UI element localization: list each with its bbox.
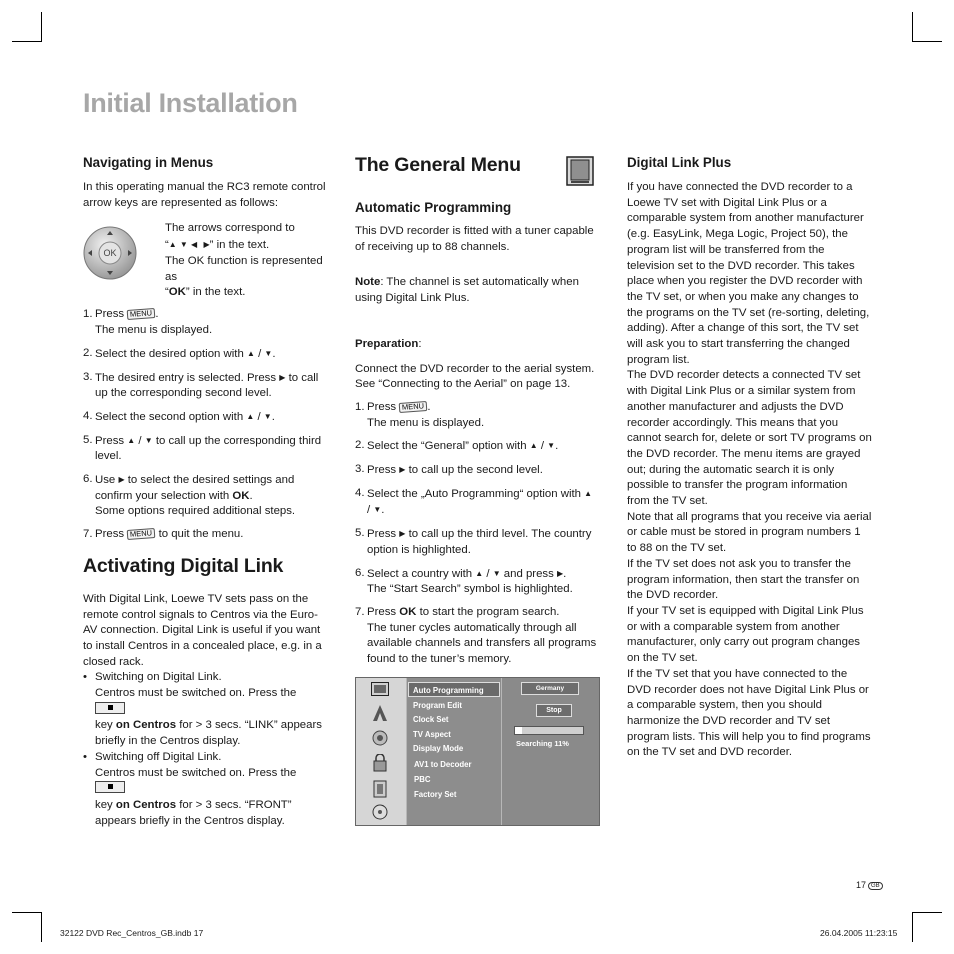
osd-item-tv-aspect[interactable]: TV Aspect — [413, 730, 451, 739]
bullet-1 — [83, 670, 328, 750]
dlp-paragraph: Note that all programs that you receive via aerial or cable must be stored in program numbers 1 to 88 on the TV set. — [627, 510, 872, 555]
step-text: The desired entry is selected. Press — [95, 371, 277, 384]
menu-key-icon: MENU — [127, 528, 156, 540]
dlp-paragraph: If the TV set does not ask you to transfer the program information, then start the transfer on the DVD recorder. — [627, 557, 860, 602]
step-text: Select the desired option with — [95, 347, 244, 360]
crop-mark — [912, 912, 913, 942]
step-text: Select the „Auto Programming“ option with — [367, 487, 581, 500]
up-arrow-icon: ▲ — [529, 441, 538, 451]
down-arrow-icon: ▼ — [179, 240, 188, 250]
ok-bold: OK — [232, 489, 250, 502]
step-text: to select the desired settings and confirm your selection with — [95, 474, 295, 502]
step-sub: Some options required additional steps. — [95, 505, 296, 518]
osd-item-auto-programming[interactable]: Auto Programming — [413, 686, 484, 695]
up-arrow-icon: ▲ — [584, 488, 593, 498]
nav-heading: Navigating in Menus — [83, 155, 214, 170]
down-arrow-icon: ▼ — [263, 411, 272, 421]
osd-item-clock-set[interactable]: Clock Set — [413, 715, 449, 724]
osd-stop-button[interactable]: Stop — [536, 704, 572, 717]
step-number: 3. — [355, 463, 365, 476]
osd-item-av1-decoder[interactable]: AV1 to Decoder — [414, 760, 472, 769]
bullet-text: for > 3 secs. “LINK” appears briefly in the Centros display. — [95, 719, 322, 748]
gm-step-5 — [355, 526, 600, 558]
right-arrow-icon: ▶ — [203, 240, 210, 250]
step-text: Select the second option with — [95, 410, 244, 423]
prep-colon: : — [418, 337, 422, 350]
step-text: to call up the corresponding second level. — [95, 371, 319, 400]
dlp-paragraph: The DVD recorder detects a connected TV set with Digital Link Plus or a similar system from another manufacturer and adjusts the DVD recorder accordingly. This means that you cannot search for, delete or sort TV programs on the DVD recorder. The menu items are grayed out; during the automatic search it is only possible to transfer the program information from the TV set. — [627, 369, 872, 508]
nav-step-7 — [83, 527, 328, 543]
gm-step-3 — [355, 462, 600, 479]
adl-intro: With Digital Link, Loewe TV sets pass on the remote control signals to Centros via the Euro-AV connection. Digital Link is useful if you want to install Centros in a concealed place, e.g. in a closed rack. — [83, 592, 322, 668]
bullet-2 — [83, 750, 328, 830]
rocker-ok-icon — [83, 226, 137, 280]
step-number: 7. — [355, 605, 365, 618]
gm-step-2: 2. Select the “General” option with ▲ / ▼. — [355, 439, 559, 453]
step-number: 6. — [83, 473, 93, 486]
stop-button-icon — [95, 702, 125, 714]
osd-detail-panel — [502, 678, 599, 825]
step-text: . — [271, 410, 275, 423]
osd-item-program-edit[interactable]: Program Edit — [413, 701, 462, 710]
bullet-text: for > 3 secs. “FRONT” appears briefly in the Centros display. — [95, 798, 292, 827]
bullet-mark: • — [83, 671, 87, 684]
step-text: to quit the menu. — [158, 528, 244, 541]
page-number — [856, 880, 883, 890]
arrows-line-2 — [165, 237, 335, 254]
gm-step-1 — [355, 400, 600, 431]
middle-column — [355, 154, 600, 668]
nav-step-1 — [83, 307, 328, 338]
gm-step-6: 6. Select a country with ▲ / ▼ and press ▶. The “Start Search” symbol is highlighted. — [355, 566, 600, 598]
step-text: . — [155, 308, 159, 321]
down-arrow-icon: ▼ — [492, 568, 501, 578]
step-text: . — [427, 400, 431, 413]
up-arrow-icon: ▲ — [246, 411, 255, 421]
gm-step-7 — [355, 605, 600, 668]
quote: “ — [165, 239, 169, 252]
bullet-text: Centros must be switched on. Press the — [95, 687, 297, 700]
step-text: Press — [367, 605, 397, 618]
step-number: 3. — [83, 370, 93, 383]
up-arrow-icon: ▲ — [246, 348, 255, 358]
step-text: to start the program search. — [419, 605, 560, 618]
page-number-text: 17 — [856, 880, 867, 890]
bullet-text: Centros must be switched on. Press the — [95, 766, 297, 779]
stop-button-icon — [95, 781, 125, 793]
step-text: to call up the third level. The country option is highlighted. — [367, 528, 592, 556]
step-text: to call up the second level. — [408, 464, 543, 477]
crop-mark — [12, 912, 42, 913]
step-number: 5. — [355, 527, 365, 540]
auto-prog-intro: This DVD recorder is fitted with a tuner capable of receiving up to 88 channels. — [355, 225, 594, 253]
step-number: 7. — [83, 528, 93, 541]
step-text: . — [249, 489, 253, 502]
left-arrow-icon: ◀ — [190, 240, 198, 250]
bullet-bold: on Centros — [115, 719, 177, 732]
note-text: : The channel is set automatically when using Digital Link Plus. — [355, 276, 579, 305]
arrows-line-2-post: ” in the text. — [209, 239, 270, 252]
right-column — [627, 155, 873, 761]
osd-progress-fill — [515, 727, 522, 734]
step-sub: The menu is displayed. — [367, 416, 485, 429]
step-text: Press — [95, 308, 125, 321]
auto-prog-heading: Automatic Programming — [355, 200, 512, 215]
dlp-paragraph: If you have connected the DVD recorder to a Loewe TV set with Digital Link Plus or a comparable system from another manufacturer (e.g. EasyLink, Mega Logic, Project 50), the program list will be transferred from the television set to the DVD recorder. This takes place when you register the DVD recorder with the TV set, or when you make any changes to the programs on the TV set (re-sorting, deleting, adding). After a change of this sort, the TV set will ask you to start transferring the changed program list. — [627, 181, 870, 366]
step-text: Use — [95, 474, 116, 487]
up-arrow-icon: ▲ — [127, 435, 136, 445]
osd-item-factory-set[interactable]: Factory Set — [414, 790, 457, 799]
right-arrow-icon: ▶ — [399, 465, 406, 475]
right-arrow-icon: ▶ — [399, 529, 406, 539]
up-arrow-icon: ▲ — [168, 240, 177, 250]
disc-icon — [372, 804, 388, 820]
ok-label: OK — [103, 248, 117, 259]
letter-a-icon — [372, 704, 388, 722]
step-number: 4. — [355, 486, 365, 499]
footer-right: 26.04.2005 11:23:15 — [820, 928, 898, 938]
osd-menu-list — [407, 678, 501, 825]
osd-icon-column — [356, 678, 406, 825]
step-text: Press — [367, 464, 397, 477]
step-number: 2. — [83, 346, 93, 359]
right-arrow-icon: ▶ — [279, 372, 286, 382]
step-text: to call up the corresponding third level. — [95, 434, 322, 463]
bullet-text: key — [95, 798, 113, 811]
right-arrow-icon: ▶ — [118, 475, 125, 485]
step-number: 4. — [83, 409, 93, 422]
step-text: Press — [367, 528, 397, 541]
crop-mark — [12, 41, 42, 42]
ok-line-2 — [165, 285, 335, 301]
down-arrow-icon: ▼ — [547, 441, 556, 451]
bullet-mark: • — [83, 750, 87, 763]
nav-step-3 — [83, 370, 328, 402]
step-text: Select a country with — [367, 567, 473, 580]
step-text: . — [555, 440, 559, 453]
step-number: 1. — [83, 308, 93, 321]
footer-left: 32122 DVD Rec_Centros_GB.indb 17 — [60, 928, 204, 938]
step-text: Press — [367, 400, 397, 413]
bullet-text: key — [95, 719, 113, 732]
film-icon — [373, 780, 387, 798]
lock-icon — [373, 754, 387, 772]
crop-mark — [41, 912, 42, 942]
step-text: Press — [95, 434, 125, 447]
step-sub: The tuner cycles automatically through all available channels and transfers all programs found to the tuner’s memory. — [367, 621, 597, 666]
page-title: Initial Installation — [83, 88, 298, 118]
osd-country-field[interactable]: Germany — [521, 682, 579, 695]
osd-item-display-mode[interactable]: Display Mode — [413, 744, 464, 753]
menu-key-icon: MENU — [399, 401, 428, 413]
osd-menu-screenshot — [355, 677, 600, 826]
gm-step-4: 4. Select the „Auto Programming“ option with ▲ / ▼. — [355, 486, 593, 517]
step-text: Press — [95, 528, 125, 541]
step-text: and press — [503, 567, 554, 580]
ok-line: The OK function is represented as — [165, 254, 323, 283]
bullet-text — [95, 718, 328, 749]
step-number: 2. — [355, 439, 365, 452]
down-arrow-icon: ▼ — [264, 348, 273, 358]
dlp-heading: Digital Link Plus — [627, 155, 732, 170]
prep-label — [355, 337, 600, 353]
step-text: Select the “General” option with — [367, 440, 527, 453]
step-text: . — [272, 347, 276, 360]
dlp-paragraph: If the TV set that you have connected to the DVD recorder does not have Digital Link Plus or a comparable system, then you should harmonize the DVD recorder and TV set program lists. This will help you to find programs on the TV set and DVD recorder. — [627, 667, 871, 759]
quote: “ — [165, 286, 169, 299]
left-column — [83, 155, 328, 829]
bullet-text — [95, 798, 328, 829]
note-bold: Note — [355, 276, 381, 289]
step-sub: The “Start Search” symbol is highlighted. — [367, 583, 573, 596]
tv-screen-icon — [566, 156, 594, 186]
menu-key-icon: MENU — [127, 308, 156, 320]
arrow-legend — [83, 221, 328, 307]
ok-bold: OK — [168, 286, 186, 299]
down-arrow-icon: ▼ — [144, 435, 153, 445]
step-text: . — [563, 567, 567, 580]
nav-intro: In this operating manual the RC3 remote control arrow keys are represented as follows: — [83, 181, 326, 209]
bullet-text — [95, 766, 328, 798]
step-number: 1. — [355, 400, 365, 413]
dlp-paragraph: If your TV set is equipped with Digital Link Plus or with a comparable system from another manufacturer, only carry out program changes on the TV set. — [627, 604, 864, 665]
bullet-text: Switching on Digital Link. — [95, 671, 222, 684]
bullet-bold: on Centros — [115, 798, 177, 811]
down-arrow-icon: ▼ — [373, 505, 382, 515]
crop-mark — [912, 41, 942, 42]
arrows-line: The arrows correspond to — [165, 222, 295, 235]
step-number: 6. — [355, 566, 365, 579]
step-sub: The menu is displayed. — [95, 324, 213, 337]
crop-mark — [912, 912, 942, 913]
nav-step-6 — [83, 472, 328, 520]
prep-text: Connect the DVD recorder to the aerial system. See “Connecting to the Aerial” on page 13. — [355, 362, 595, 391]
right-arrow-icon: ▶ — [557, 568, 564, 578]
nav-step-2: 2. Select the desired option with ▲ / ▼. — [83, 346, 276, 360]
arrow-explanation — [165, 221, 335, 301]
nav-step-4: 4. Select the second option with ▲ / ▼. — [83, 409, 275, 423]
step-number: 5. — [83, 433, 93, 446]
ok-line-2-post: ” in the text. — [185, 286, 246, 299]
adl-heading: Activating Digital Link — [83, 554, 284, 577]
bullet-text: Switching off Digital Link. — [95, 750, 222, 763]
note — [355, 275, 600, 306]
nav-step-5: 5. Press ▲ / ▼ to call up the corresponding third level. — [83, 433, 322, 463]
bullet-text — [95, 686, 328, 718]
general-menu-heading: The General Menu — [355, 154, 521, 176]
osd-progress-bar — [514, 726, 584, 735]
up-arrow-icon: ▲ — [475, 568, 484, 578]
prep-bold: Preparation — [355, 337, 419, 350]
crop-mark — [912, 12, 913, 42]
speaker-icon — [372, 730, 388, 746]
country-badge: GB — [868, 882, 883, 890]
ok-bold: OK — [399, 605, 417, 618]
crop-mark — [41, 12, 42, 42]
dlp-body — [627, 180, 873, 761]
osd-status: Searching 11% — [516, 739, 569, 748]
tv-screen-icon — [371, 682, 389, 696]
osd-item-pbc[interactable]: PBC — [414, 775, 431, 784]
